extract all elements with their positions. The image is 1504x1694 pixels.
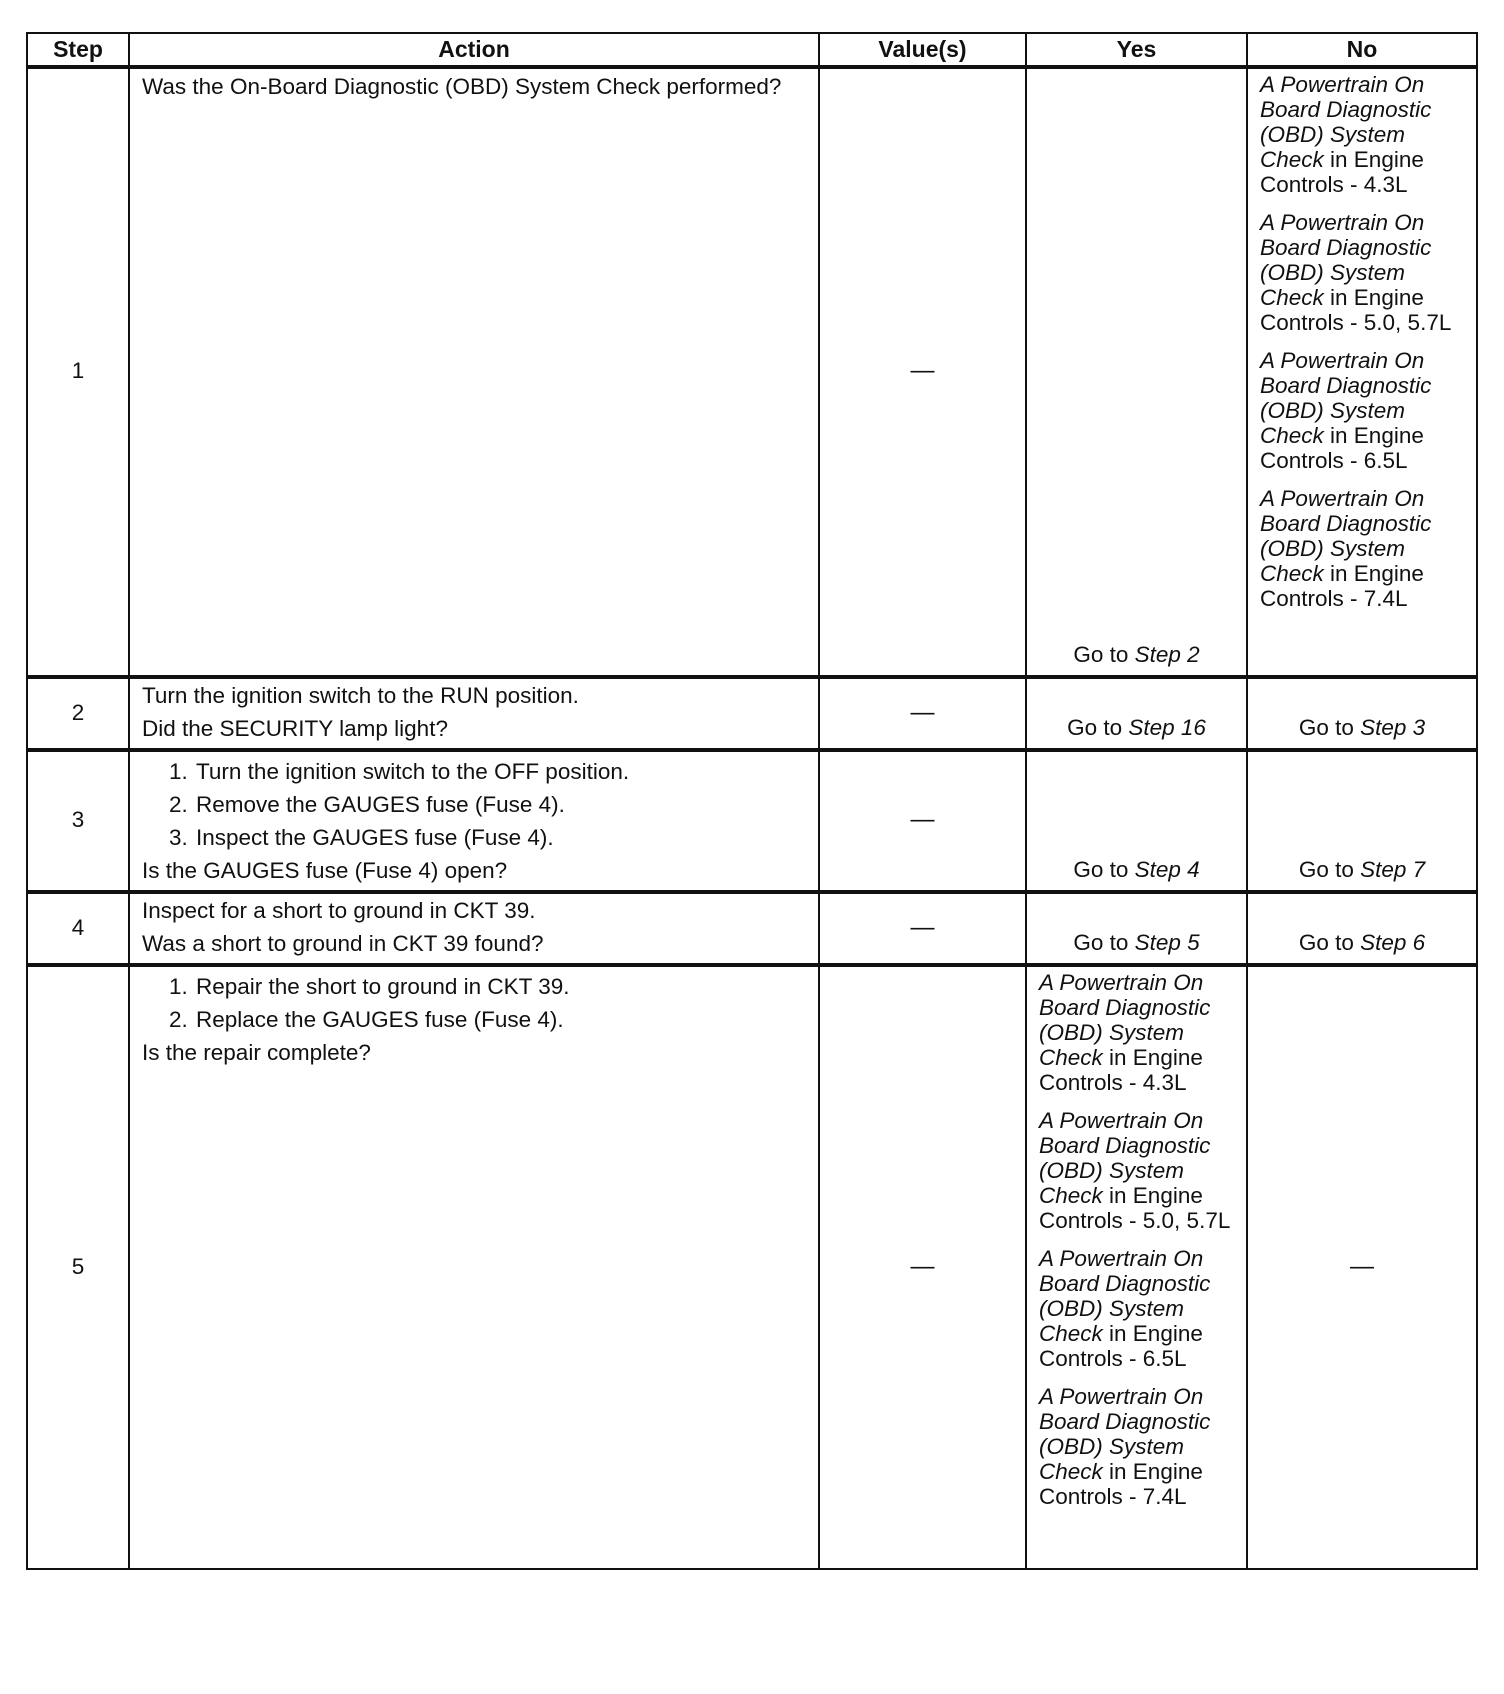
reference-connector: in: [1102, 1459, 1133, 1484]
reference-title: A Powertrain On Board Diagnostic (OBD) System Check: [1039, 1246, 1211, 1346]
reference-section: Engine Controls - 6.5L: [1260, 423, 1424, 473]
goto-prefix: Go to: [1067, 715, 1123, 740]
goto-prefix: Go to: [1298, 930, 1354, 955]
action-step: 1. Turn the ignition switch to the OFF position.: [194, 759, 806, 784]
obd-reference[interactable]: [1260, 348, 1464, 473]
action-step: 3. Inspect the GAUGES fuse (Fuse 4).: [194, 825, 806, 850]
step-header: Step: [27, 33, 129, 67]
value-cell: —: [819, 67, 1026, 677]
obd-reference[interactable]: [1260, 72, 1464, 197]
action-step: 2. Replace the GAUGES fuse (Fuse 4).: [194, 1007, 806, 1032]
table-row-step-1: [27, 67, 1477, 677]
reference-title: A Powertrain On Board Diagnostic (OBD) System Check: [1039, 970, 1211, 1070]
reference-connector: in: [1323, 285, 1354, 310]
reference-section: Engine Controls - 7.4L: [1039, 1459, 1203, 1509]
no-goto: [1299, 930, 1425, 955]
action-cell: [129, 750, 819, 892]
reference-title: A Powertrain On Board Diagnostic (OBD) System Check: [1260, 72, 1432, 172]
yes-goto: [1073, 930, 1199, 955]
action-header: Action: [129, 33, 819, 67]
yes-cell: [1026, 892, 1247, 965]
reference-connector: in: [1323, 561, 1354, 586]
step-number: 1: [27, 67, 129, 677]
no-cell: [1247, 750, 1477, 892]
obd-reference[interactable]: [1039, 1246, 1234, 1371]
header-row: [27, 33, 1477, 67]
no-cell: —: [1247, 965, 1477, 1569]
yes-goto: [1067, 715, 1206, 740]
step-number: 4: [27, 892, 129, 965]
reference-section: Engine Controls - 4.3L: [1039, 1045, 1203, 1095]
action-cell: [129, 67, 819, 677]
action-text: Was the On-Board Diagnostic (OBD) System Check performed?: [142, 74, 782, 99]
reference-connector: in: [1323, 147, 1354, 172]
value-cell: —: [819, 965, 1026, 1569]
goto-prefix: Go to: [1073, 930, 1129, 955]
reference-section: Engine Controls - 6.5L: [1039, 1321, 1203, 1371]
reference-connector: in: [1323, 423, 1354, 448]
yes-goto: [1073, 857, 1199, 882]
diagnostic-table: [26, 32, 1478, 1570]
yes-cell: [1026, 750, 1247, 892]
value-cell: —: [819, 677, 1026, 750]
action-question: Was a short to ground in CKT 39 found?: [142, 931, 544, 956]
reference-title: A Powertrain On Board Diagnostic (OBD) System Check: [1260, 486, 1432, 586]
step-number: 2: [27, 677, 129, 750]
goto-prefix: Go to: [1073, 857, 1129, 882]
action-cell: [129, 677, 819, 750]
action-steps: [142, 974, 806, 1032]
reference-section: Engine Controls - 4.3L: [1260, 147, 1424, 197]
reference-section: Engine Controls - 5.0, 5.7L: [1260, 285, 1452, 335]
step-number: 3: [27, 750, 129, 892]
table-row-step-3: [27, 750, 1477, 892]
action-cell: [129, 892, 819, 965]
values-header: Value(s): [819, 33, 1026, 67]
goto-prefix: Go to: [1298, 715, 1354, 740]
value-cell: —: [819, 750, 1026, 892]
no-header: No: [1247, 33, 1477, 67]
reference-section: Engine Controls - 5.0, 5.7L: [1039, 1183, 1231, 1233]
reference-section: Engine Controls - 7.4L: [1260, 561, 1424, 611]
action-cell: [129, 965, 819, 1569]
goto-prefix: Go to: [1073, 642, 1129, 667]
obd-reference[interactable]: [1039, 1108, 1234, 1233]
obd-reference[interactable]: [1039, 1384, 1234, 1509]
reference-connector: in: [1102, 1321, 1133, 1346]
goto-prefix: Go to: [1298, 857, 1354, 882]
yes-header: Yes: [1026, 33, 1247, 67]
step-link[interactable]: Step 3: [1360, 715, 1426, 740]
reference-connector: in: [1102, 1183, 1133, 1208]
step-link[interactable]: Step 6: [1360, 930, 1426, 955]
action-step: 2. Remove the GAUGES fuse (Fuse 4).: [194, 792, 806, 817]
yes-goto: [1073, 642, 1199, 667]
obd-reference[interactable]: [1039, 970, 1234, 1095]
step-number: 5: [27, 965, 129, 1569]
no-goto: [1299, 715, 1425, 740]
action-step: 1. Repair the short to ground in CKT 39.: [194, 974, 806, 999]
step-link[interactable]: Step 2: [1134, 642, 1200, 667]
table-row-step-5: [27, 965, 1477, 1569]
table-row-step-2: [27, 677, 1477, 750]
step-link[interactable]: Step 4: [1134, 857, 1200, 882]
step-link[interactable]: Step 5: [1134, 930, 1200, 955]
yes-cell: [1026, 67, 1247, 677]
table-row-step-4: [27, 892, 1477, 965]
action-question: Did the SECURITY lamp light?: [142, 716, 448, 741]
action-question: Is the repair complete?: [142, 1040, 371, 1065]
no-cell: [1247, 67, 1477, 677]
step-link[interactable]: Step 7: [1360, 857, 1426, 882]
value-cell: —: [819, 892, 1026, 965]
reference-title: A Powertrain On Board Diagnostic (OBD) System Check: [1260, 348, 1432, 448]
no-goto: [1299, 857, 1425, 882]
action-line: Inspect for a short to ground in CKT 39.: [142, 898, 536, 923]
reference-title: A Powertrain On Board Diagnostic (OBD) System Check: [1260, 210, 1432, 310]
step-link[interactable]: Step 16: [1128, 715, 1206, 740]
reference-title: A Powertrain On Board Diagnostic (OBD) System Check: [1039, 1384, 1211, 1484]
yes-cell: [1026, 965, 1247, 1569]
obd-reference[interactable]: [1260, 210, 1464, 335]
reference-title: A Powertrain On Board Diagnostic (OBD) System Check: [1039, 1108, 1211, 1208]
no-cell: [1247, 892, 1477, 965]
yes-cell: [1026, 677, 1247, 750]
action-line: Turn the ignition switch to the RUN position.: [142, 683, 579, 708]
action-steps: [142, 759, 806, 850]
obd-reference[interactable]: [1260, 486, 1464, 611]
action-question: Is the GAUGES fuse (Fuse 4) open?: [142, 858, 508, 883]
no-cell: [1247, 677, 1477, 750]
reference-connector: in: [1102, 1045, 1133, 1070]
